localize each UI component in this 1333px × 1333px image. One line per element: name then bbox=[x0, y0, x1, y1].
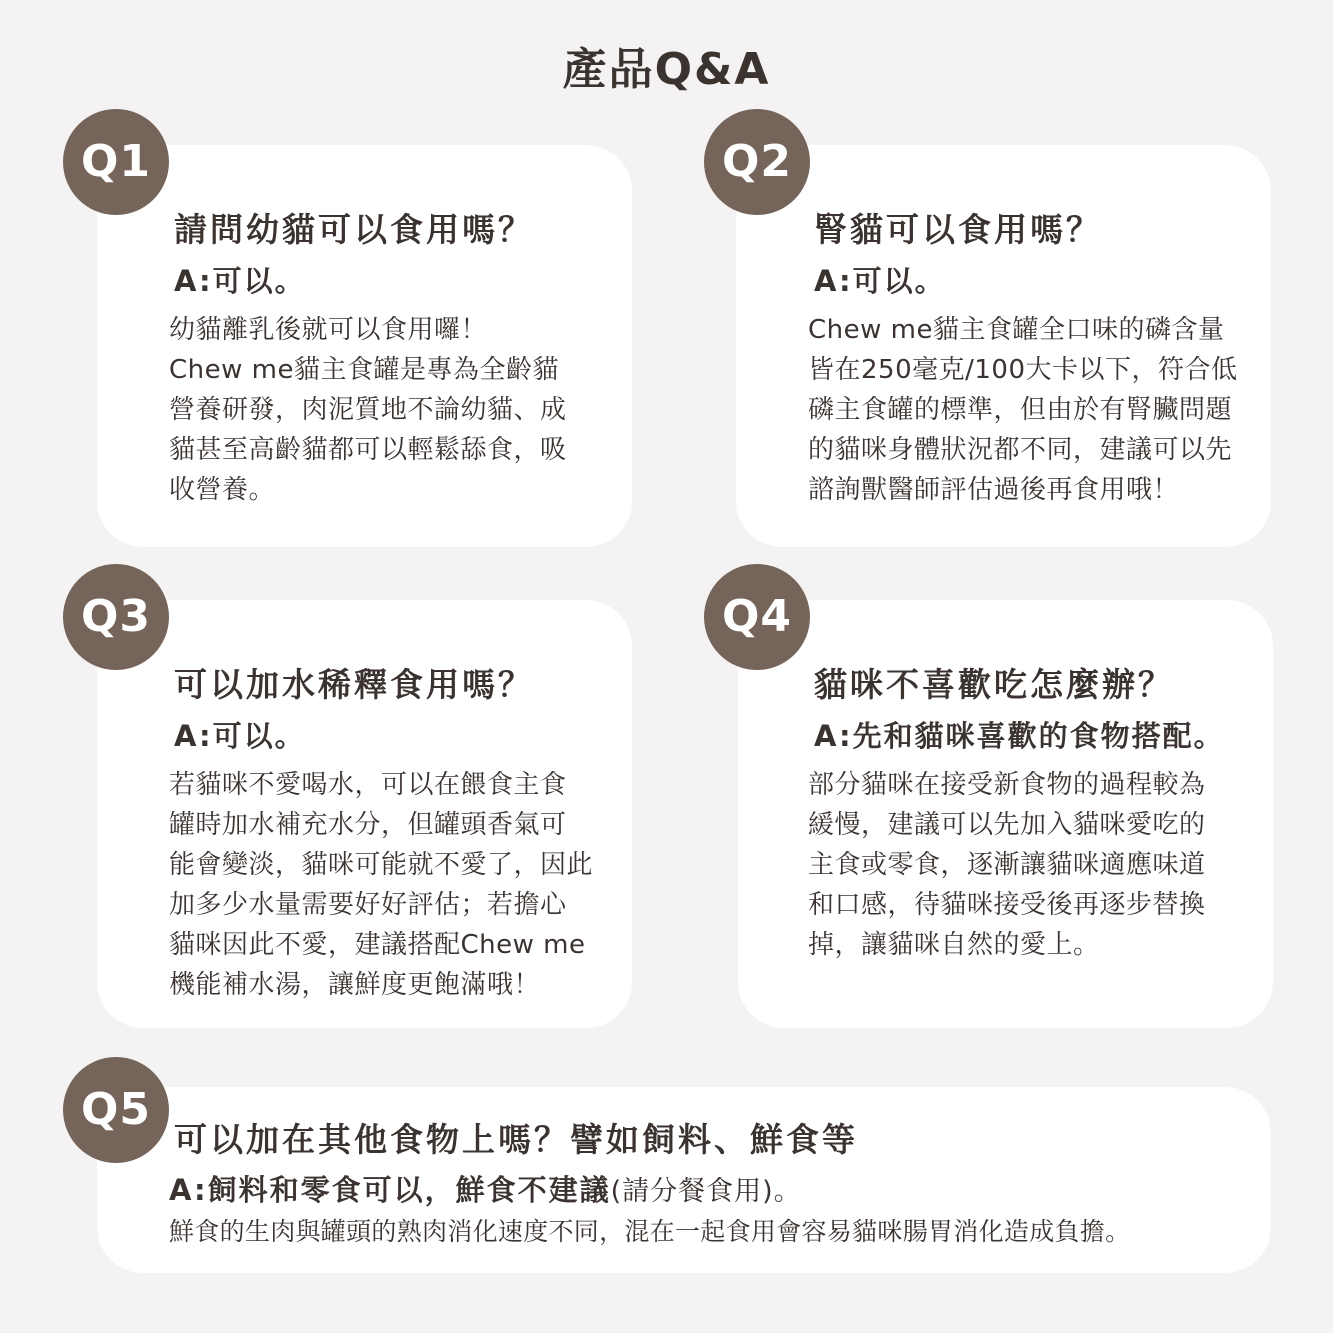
page-title: 產品Q&A bbox=[562, 44, 771, 95]
body-line: 貓咪因此不愛，建議搭配Chew me bbox=[169, 930, 586, 960]
body-line: 部分貓咪在接受新食物的過程較為 bbox=[808, 770, 1206, 800]
body-line: 機能補水湯，讓鮮度更飽滿哦！ bbox=[169, 970, 541, 1000]
body-line: 的貓咪身體狀況都不同，建議可以先 bbox=[808, 435, 1233, 465]
answer-q5-text: A:飼料和零食可以，鮮食不建議 bbox=[169, 1173, 611, 1207]
badge-q4: Q4 bbox=[704, 564, 810, 670]
body-line: 若貓咪不愛喝水，可以在餵食主食 bbox=[169, 770, 567, 800]
body-line: 主食或零食，逐漸讓貓咪適應味道 bbox=[808, 850, 1206, 880]
answer-q2: A:可以。 bbox=[814, 264, 946, 298]
answer-body-q2 bbox=[808, 310, 1238, 510]
answer-body-q1 bbox=[169, 310, 567, 510]
body-line: 能會變淡，貓咪可能就不愛了，因此 bbox=[169, 850, 594, 880]
answer-q3: A:可以。 bbox=[174, 719, 306, 753]
body-line: 貓甚至高齡貓都可以輕鬆舔食，吸 bbox=[169, 435, 567, 465]
body-line: 加多少水量需要好好評估；若擔心 bbox=[169, 890, 567, 920]
body-line: 和口感，待貓咪接受後再逐步替換 bbox=[808, 890, 1206, 920]
answer-body-q5 bbox=[169, 1212, 1130, 1252]
body-line: 緩慢，建議可以先加入貓咪愛吃的 bbox=[808, 810, 1206, 840]
body-line: Chew me貓主食罐是專為全齡貓 bbox=[169, 355, 559, 385]
badge-q5: Q5 bbox=[63, 1057, 169, 1163]
question-q3: 可以加水稀釋食用嗎？ bbox=[174, 665, 534, 704]
question-q1: 請問幼貓可以食用嗎？ bbox=[174, 210, 534, 249]
body-line: 諮詢獸醫師評估過後再食用哦！ bbox=[808, 475, 1180, 505]
badge-q1: Q1 bbox=[63, 109, 169, 215]
body-line: Chew me貓主食罐全口味的磷含量 bbox=[808, 315, 1225, 345]
badge-q3: Q3 bbox=[63, 564, 169, 670]
body-line: 皆在250毫克/100大卡以下，符合低 bbox=[808, 355, 1238, 385]
answer-body-q4 bbox=[808, 765, 1206, 965]
body-line: 營養研發，肉泥質地不論幼貓、成 bbox=[169, 395, 567, 425]
question-q5: 可以加在其他食物上嗎？譬如飼料、鮮食等 bbox=[174, 1120, 858, 1159]
answer-q5 bbox=[169, 1170, 802, 1212]
answer-body-q3 bbox=[169, 765, 593, 1005]
body-line: 幼貓離乳後就可以食用囉！ bbox=[169, 315, 488, 345]
answer-q4: A:先和貓咪喜歡的食物搭配。 bbox=[814, 719, 1225, 753]
body-line: 罐時加水補充水分，但罐頭香氣可 bbox=[169, 810, 567, 840]
body-line: 收營養。 bbox=[169, 475, 276, 505]
question-q2: 腎貓可以食用嗎？ bbox=[814, 210, 1102, 249]
answer-q5-note: (請分餐食用)。 bbox=[610, 1176, 802, 1207]
body-line: 鮮食的生肉與罐頭的熟肉消化速度不同，混在一起食用會容易貓咪腸胃消化造成負擔。 bbox=[169, 1217, 1131, 1246]
question-q4: 貓咪不喜歡吃怎麼辦？ bbox=[814, 665, 1174, 704]
body-line: 掉，讓貓咪自然的愛上。 bbox=[808, 930, 1100, 960]
body-line: 磷主食罐的標準，但由於有腎臟問題 bbox=[808, 395, 1233, 425]
answer-q1: A:可以。 bbox=[174, 264, 306, 298]
badge-q2: Q2 bbox=[704, 109, 810, 215]
